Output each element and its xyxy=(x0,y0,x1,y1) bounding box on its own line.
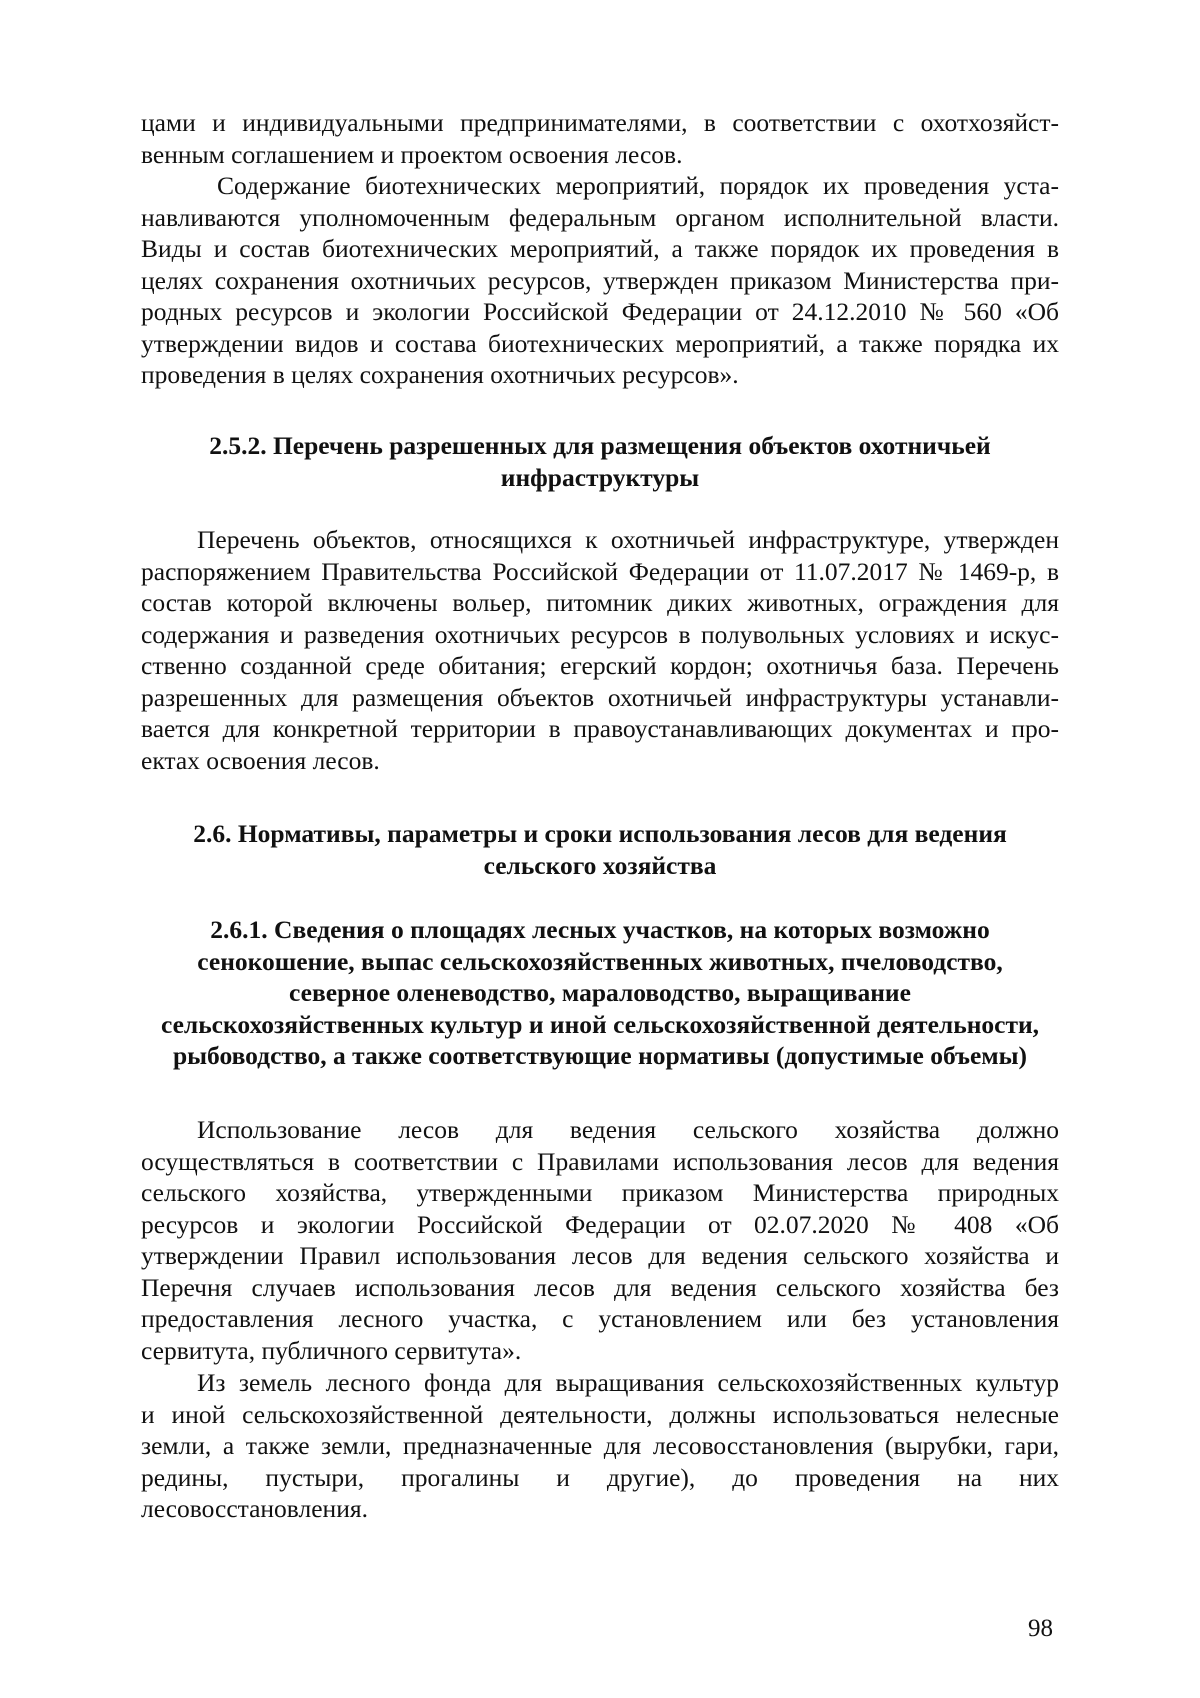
text-line: венным соглашением и проектом освоения лесов. xyxy=(141,139,683,169)
text-line: состав которой включены вольер, питомник диких животных, ограждения для xyxy=(141,588,1059,617)
heading-line: северное оленеводство, мараловодство, выращивание xyxy=(289,978,911,1007)
heading-line: сенокошение, выпас сельскохозяйственных животных, пчеловодство, xyxy=(197,946,1003,976)
page-number: 98 xyxy=(1028,1615,1053,1642)
text-line: земли, а также земли, предназначенные для лесовосстановления (вырубки, гари, xyxy=(141,1431,1059,1460)
text-line: ственно созданной среде обитания; егерский кордон; охотничья база. Перечень xyxy=(141,651,1059,680)
heading-line: инфраструктуры xyxy=(500,462,700,492)
text-line: вается для конкретной территории в правоустанавливающих документах и про- xyxy=(141,714,1059,743)
biotech-paragraph xyxy=(141,170,1059,391)
text-line: сельского хозяйства, утвержденными приказом Министерства природных xyxy=(141,1178,1059,1207)
text-line: ектах освоения лесов. xyxy=(141,745,380,775)
heading-line: 2.6.1. Сведения о площадях лесных участков, на которых возможно xyxy=(210,915,990,944)
text-line: утверждении Правил использования лесов для ведения сельского хозяйства и xyxy=(141,1241,1059,1270)
text-line: Перечня случаев использования лесов для ведения сельского хозяйства без xyxy=(141,1272,1059,1302)
heading-line: сельскохозяйственных культур и иной сельскохозяйственной деятельности, xyxy=(160,1009,1040,1039)
text-line: предоставления лесного участка, с установлением или без установления xyxy=(141,1304,1059,1333)
text-line: и иной сельскохозяйственной деятельности, должны использоваться нелесные xyxy=(141,1399,1059,1429)
section-heading-2-5-2 xyxy=(141,430,1059,493)
text-line: осуществляться в соответствии с Правилами использования лесов для ведения xyxy=(141,1146,1059,1176)
text-line: проведения в целях сохранения охотничьих ресурсов». xyxy=(141,360,739,389)
text-line: Виды и состав биотехнических мероприятий, а также порядок их проведения в xyxy=(141,234,1059,263)
intro-paragraph xyxy=(141,107,1059,170)
text-line: содержания и разведения охотничьих ресурсов в полувольных условиях и искус- xyxy=(141,619,1059,649)
text-line: сервитута, публичного сервитута». xyxy=(141,1335,522,1365)
land-use-paragraph xyxy=(141,1367,1059,1525)
text-line: распоряжением Правительства Российской Федерации от 11.07.2017 № 1469-р, в xyxy=(141,556,1059,586)
text-line: Из земель лесного фонда для выращивания сельскохозяйственных культур xyxy=(197,1368,1059,1397)
text-line: навливаются уполномоченным федеральным органом исполнительной власти. xyxy=(141,202,1059,232)
section-heading-2-6-1 xyxy=(141,914,1059,1072)
text-line: лесовосстановления. xyxy=(141,1494,368,1523)
text-line: утверждении видов и состава биотехнических мероприятий, а также порядка их xyxy=(141,328,1059,358)
text-line: цами и индивидуальными предпринимателями, в соответствии с охотхозяйст- xyxy=(141,108,1059,137)
text-line: разрешенных для размещения объектов охотничьей инфраструктуры устанавли- xyxy=(141,682,1059,712)
agriculture-rules-paragraph xyxy=(141,1114,1059,1366)
text-line: Использование лесов для ведения сельского хозяйства должно xyxy=(197,1115,1059,1144)
heading-line: рыбоводство, а также соответствующие нормативы (допустимые объемы) xyxy=(172,1041,1028,1070)
infrastructure-paragraph xyxy=(141,524,1059,776)
text-line: Содержание биотехнических мероприятий, порядок их проведения уста- xyxy=(217,171,1059,200)
text-line: редины, пустыри, прогалины и другие), до проведения на них xyxy=(141,1462,1059,1492)
text-line: родных ресурсов и экологии Российской Федерации от 24.12.2010 № 560 «Об xyxy=(141,297,1059,326)
section-heading-2-6 xyxy=(141,818,1059,881)
heading-line: 2.6. Нормативы, параметры и сроки использования лесов для ведения xyxy=(193,819,1007,848)
text-line: целях сохранения охотничьих ресурсов, утвержден приказом Министерства при- xyxy=(141,265,1059,295)
text-line: ресурсов и экологии Российской Федерации от 02.07.2020 № 408 «Об xyxy=(141,1209,1059,1239)
heading-line: 2.5.2. Перечень разрешенных для размещения объектов охотничьей xyxy=(209,431,991,460)
text-line: Перечень объектов, относящихся к охотничьей инфраструктуре, утвержден xyxy=(197,525,1059,554)
heading-line: сельского хозяйства xyxy=(483,850,717,880)
